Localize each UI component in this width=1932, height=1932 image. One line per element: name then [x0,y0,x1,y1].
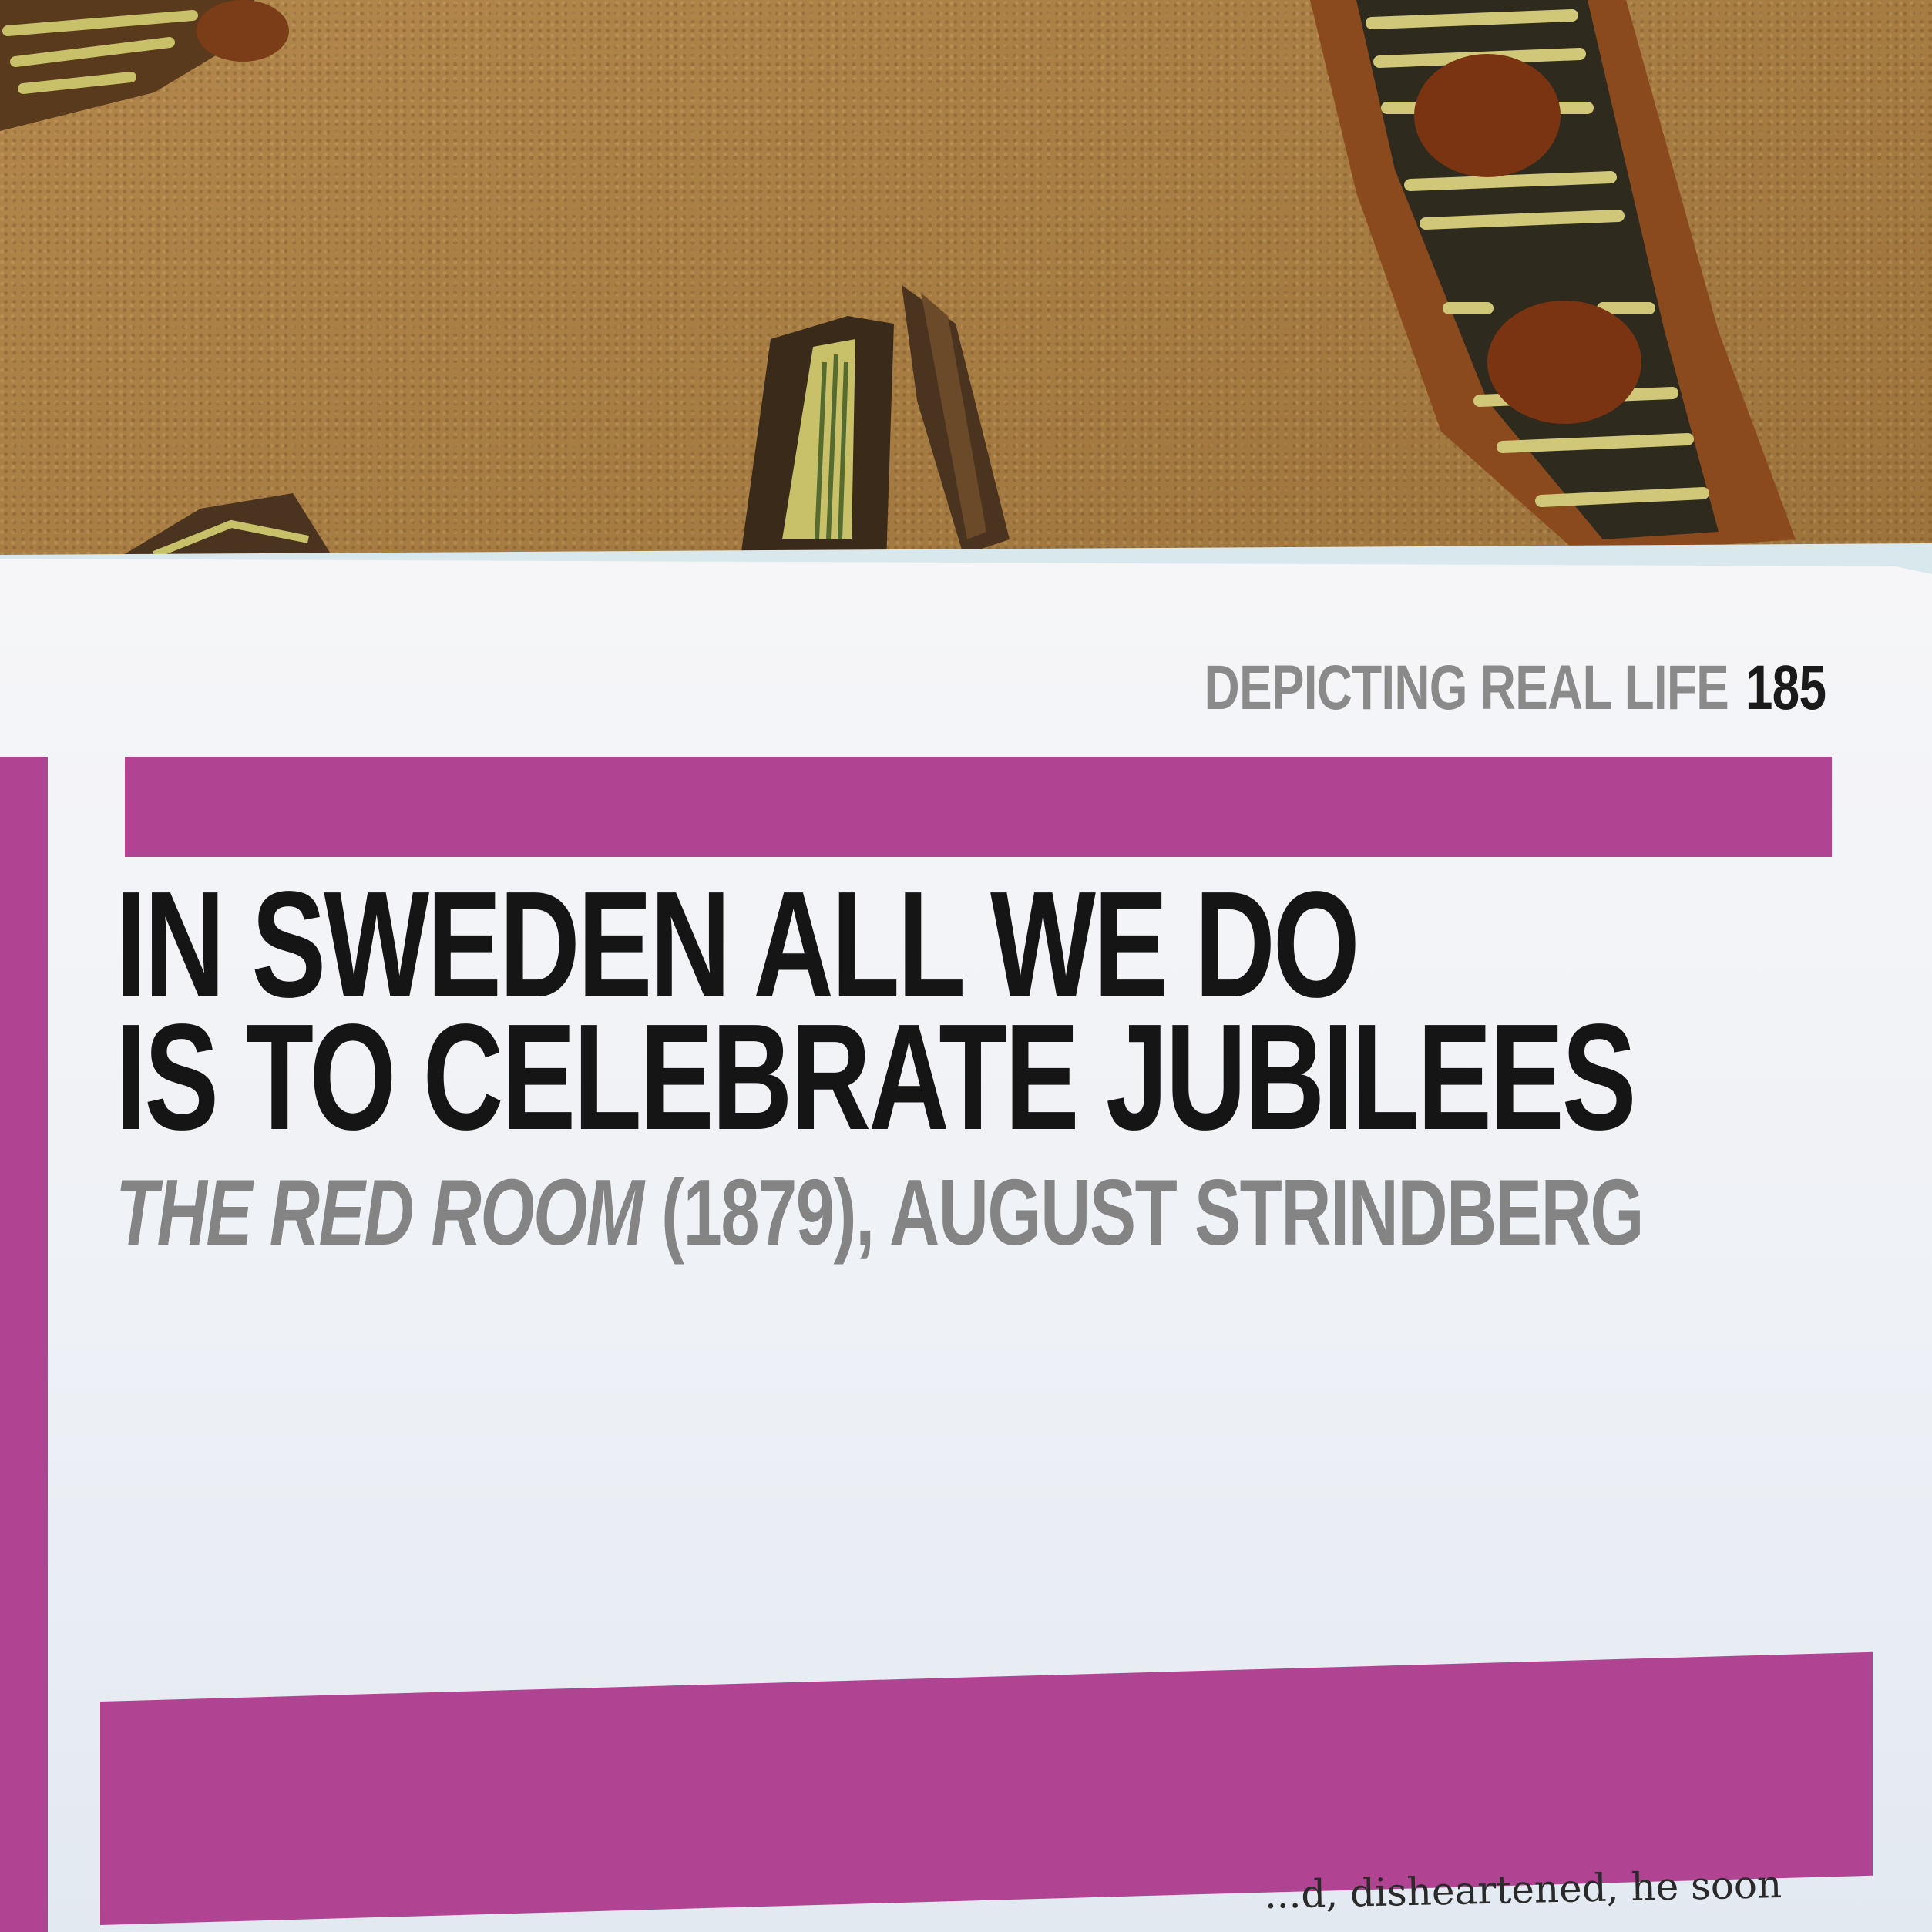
headline-line-1: IN SWEDEN ALL WE DO [116,860,1358,1029]
accent-bar-top [125,757,1832,857]
page-number: 185 [1745,653,1826,723]
accent-bar-left [0,757,48,1932]
running-head [1204,653,1826,723]
body-text-fragment: ...d, disheartened, he soon [1264,1861,1782,1917]
headline-line-2: IS TO CELEBRATE JUBILEES [116,993,1635,1161]
work-citation [116,1160,1643,1265]
work-date-author: (1879), AUGUST STRINDBERG [643,1160,1643,1265]
work-title: THE RED ROOM [116,1160,643,1265]
chapter-headline [116,860,1635,1161]
running-head-section: DEPICTING REAL LIFE [1204,653,1729,723]
